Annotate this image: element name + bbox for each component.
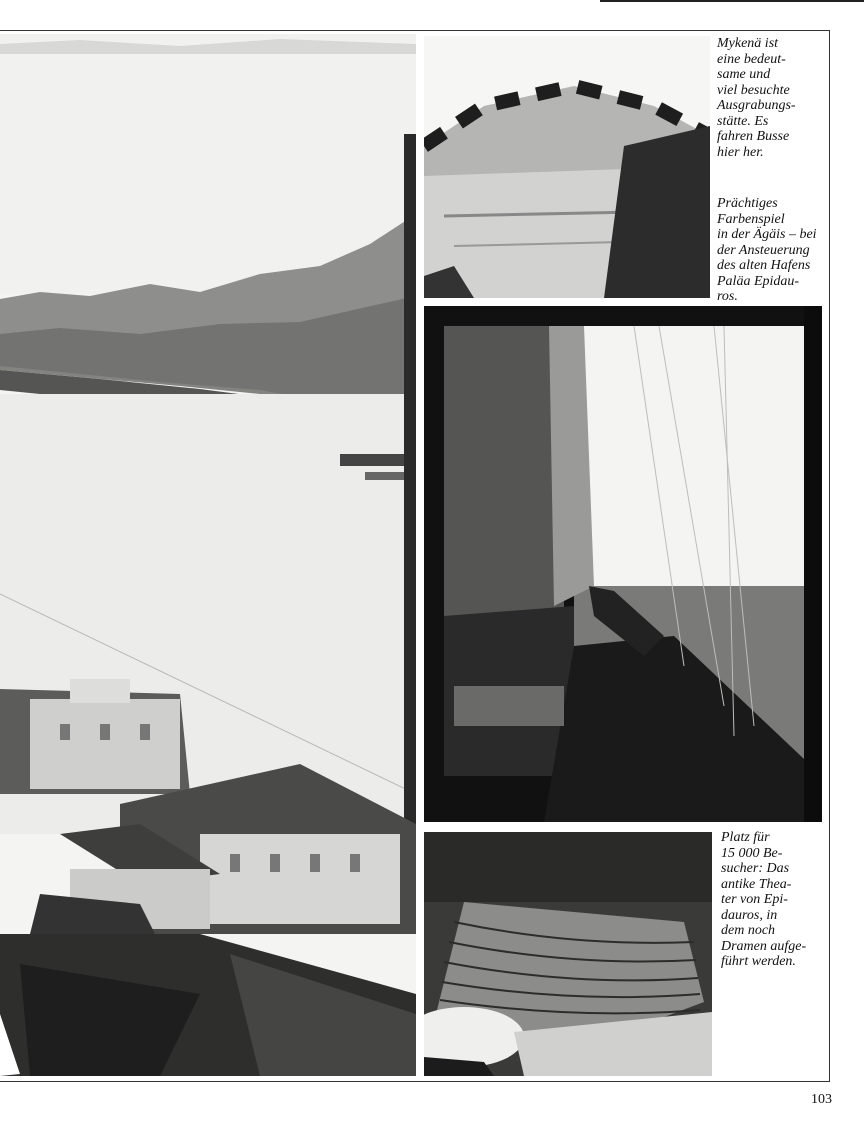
top-rule bbox=[600, 0, 864, 2]
page-number: 103 bbox=[811, 1092, 832, 1107]
mykenae-caption: Mykenä ist eine bedeut- same und viel besuchte Ausgrabungs- stätte. Es fahren Busse hier her. bbox=[717, 36, 796, 160]
epidauros-theater-photo bbox=[424, 832, 712, 1076]
theater-caption: Platz für 15 000 Be- sucher: Das antike Thea- ter von Epi- dauros, in dem noch Dramen aufge- führt werden. bbox=[721, 830, 807, 969]
harbor-bay-photo bbox=[0, 34, 416, 1076]
sailboat-aegean-photo bbox=[424, 306, 822, 822]
mykenae-site-photo bbox=[424, 36, 710, 298]
aegean-caption: Prächtiges Farbenspiel in der Ägäis – bei der Ansteuerung des alten Hafens Paläa Epidau- ros. bbox=[717, 196, 817, 304]
